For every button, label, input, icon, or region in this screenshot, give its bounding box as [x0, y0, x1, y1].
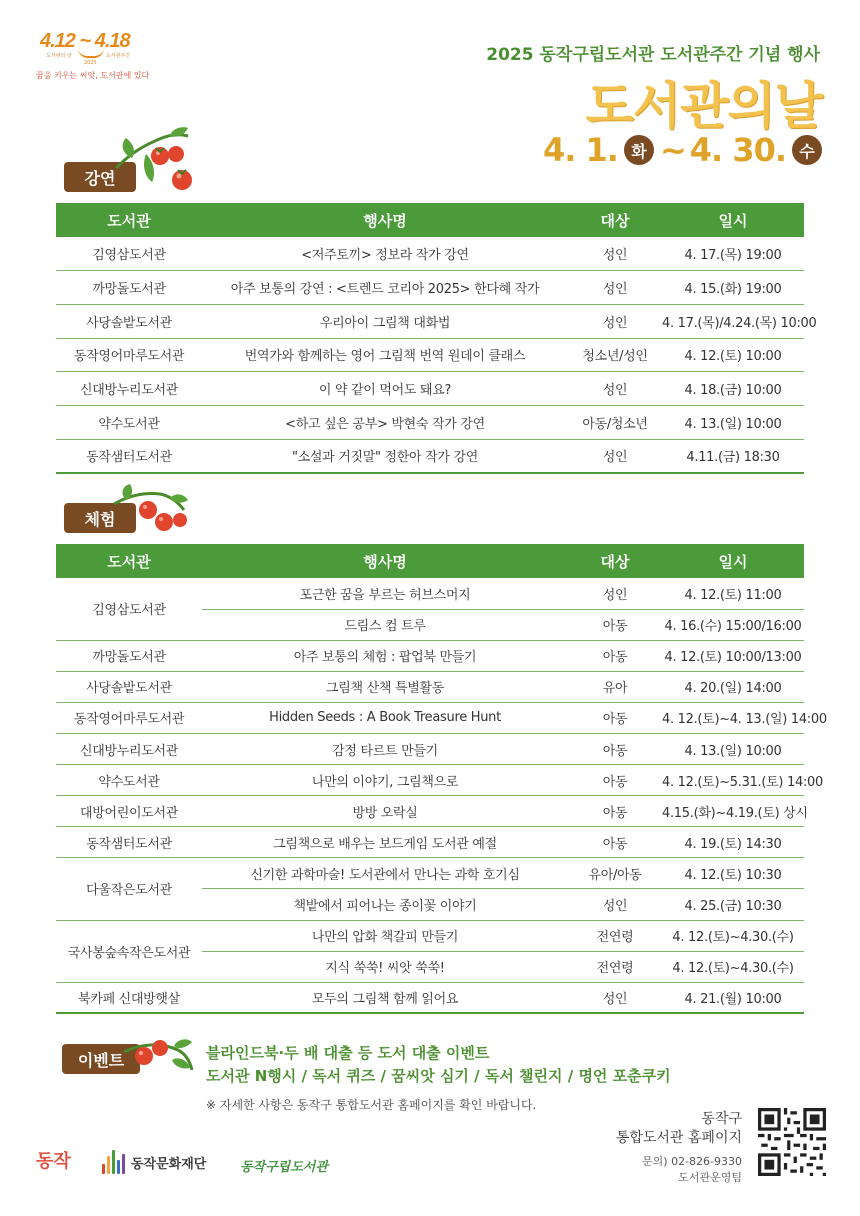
cell-event: <하고 싶은 공부> 박현숙 작가 강연 [202, 405, 568, 439]
cell-event: 책밭에서 피어나는 종이꽃 이야기 [202, 889, 568, 920]
cell-target: 전연령 [568, 920, 662, 951]
logo-year: 2025 [84, 60, 97, 66]
cell-target: 아동 [568, 640, 662, 671]
foundation-bars-icon [102, 1150, 125, 1174]
cell-date: 4. 13.(일) 10:00 [662, 405, 804, 439]
dongjak-logo: 동작 [36, 1151, 71, 1172]
cell-library: 국사봉숲속작은도서관 [56, 920, 202, 982]
cell-event: 그림책으로 배우는 보드게임 도서관 예절 [202, 827, 568, 858]
column-header-date: 일시 [662, 544, 804, 578]
experience-table [56, 544, 827, 1014]
contact-phone: 문의) 02-826-9330 [642, 1155, 742, 1168]
cell-date: 4. 16.(수) 15:00/16:00 [662, 609, 804, 640]
cell-target: 청소년/성인 [568, 338, 662, 372]
table-header-row [56, 544, 804, 578]
table-row [56, 271, 804, 305]
column-header-event: 행사명 [202, 203, 568, 237]
cell-library: 대방어린이도서관 [56, 796, 202, 827]
section-tag-experience: 체험 [64, 503, 136, 533]
cell-target: 성인 [568, 889, 662, 920]
tomato-vine-icon [112, 124, 196, 196]
logo-dates: 4.12 ~ 4.18 [40, 30, 130, 52]
cell-date: 4. 25.(금) 10:30 [662, 889, 804, 920]
cell-target: 아동/청소년 [568, 405, 662, 439]
cell-event: 지식 쑥쑥! 씨앗 쑥쑥! [202, 951, 568, 982]
period-start: 4. 1. [542, 131, 618, 169]
logo-sub-left: 도서관의 날 [46, 53, 72, 59]
cell-target: 아동 [568, 765, 662, 796]
cell-event: 우리아이 그림책 대화법 [202, 304, 568, 338]
table-row [56, 920, 804, 951]
cell-event: 포근한 꿈을 부르는 허브스머지 [202, 578, 568, 609]
cell-library: 동작샘터도서관 [56, 827, 202, 858]
logo-tagline: 꿈을 키우는 씨앗, 도서관에 있다 [36, 71, 150, 80]
cell-library: 동작샘터도서관 [56, 439, 202, 473]
cell-target: 성인 [568, 439, 662, 473]
section-tag-lecture: 강연 [64, 162, 136, 192]
tomato-vine-icon [110, 482, 190, 538]
cell-event: 드림스 컴 트루 [202, 609, 568, 640]
cell-date: 4. 12.(토) 10:00 [662, 338, 804, 372]
cell-target: 성인 [568, 271, 662, 305]
event-line-1: 블라인드북·두 배 대출 등 도서 대출 이벤트 [206, 1044, 490, 1062]
table-row [56, 702, 804, 733]
cell-event: 모두의 그림책 함께 읽어요 [202, 982, 568, 1013]
cell-target: 아동 [568, 702, 662, 733]
table-row [56, 338, 804, 372]
foundation-logo [102, 1150, 206, 1174]
page-subtitle: 2025 동작구립도서관 도서관주간 기념 행사 [486, 45, 820, 65]
cell-library: 김영삼도서관 [56, 578, 202, 640]
cell-target: 성인 [568, 578, 662, 609]
contact-title-a: 동작구 [701, 1111, 742, 1127]
cell-target: 아동 [568, 827, 662, 858]
cell-event: <저주토끼> 정보라 작가 강연 [202, 237, 568, 271]
cell-event: 나만의 압화 책갈피 만들기 [202, 920, 568, 951]
cell-event: 신기한 과학마술! 도서관에서 만나는 과학 호기심 [202, 858, 568, 889]
cell-event: 아주 보통의 체험 : 팝업북 만들기 [202, 640, 568, 671]
cell-date: 4. 19.(토) 14:30 [662, 827, 804, 858]
qr-code-icon[interactable] [758, 1108, 826, 1176]
section-tag-event: 이벤트 [62, 1044, 140, 1074]
table-row [56, 733, 804, 764]
table-row [56, 578, 804, 609]
table-row [56, 405, 804, 439]
cell-date: 4. 17.(목)/4.24.(목) 10:00 [662, 304, 804, 338]
table-row [56, 237, 804, 271]
table-row [56, 372, 804, 406]
cell-target: 성인 [568, 372, 662, 406]
cell-event: 방방 오락실 [202, 796, 568, 827]
column-header-library: 도서관 [56, 203, 202, 237]
table-row [56, 304, 804, 338]
cell-date: 4. 12.(토)~4.30.(수) [662, 951, 804, 982]
cell-date: 4. 12.(토)~4. 13.(일) 14:00 [662, 702, 804, 733]
event-line-2: 도서관 N행시 / 독서 퀴즈 / 꿈씨앗 심기 / 독서 챌린지 / 명언 포춘쿠키 [206, 1067, 671, 1085]
contact-info [616, 1110, 742, 1186]
event-description [206, 1042, 671, 1088]
cell-library: 북카페 신대방햇살 [56, 982, 202, 1013]
event-period [543, 130, 824, 170]
cell-date: 4. 12.(토) 11:00 [662, 578, 804, 609]
column-header-library: 도서관 [56, 544, 202, 578]
cell-date: 4. 20.(일) 14:00 [662, 671, 804, 702]
cell-library: 다울작은도서관 [56, 858, 202, 920]
cell-date: 4.15.(화)~4.19.(토) 상시 [662, 796, 804, 827]
table-row [56, 439, 804, 473]
cell-event: 감정 타르트 만들기 [202, 733, 568, 764]
cell-library: 김영삼도서관 [56, 237, 202, 271]
table-row [56, 827, 804, 858]
cell-target: 아동 [568, 733, 662, 764]
foundation-name: 동작문화재단 [131, 1156, 207, 1172]
cell-event: 이 약 같이 먹어도 돼요? [202, 372, 568, 406]
period-separator: ~ [659, 131, 686, 169]
cell-event: Hidden Seeds : A Book Treasure Hunt [202, 702, 568, 733]
cell-date: 4. 12.(토)~5.31.(토) 14:00 [662, 765, 804, 796]
column-header-target: 대상 [568, 544, 662, 578]
cell-library: 까망돌도서관 [56, 271, 202, 305]
cell-target: 성인 [568, 982, 662, 1013]
column-header-date: 일시 [662, 203, 804, 237]
cell-event: 아주 보통의 강연 : <트렌드 코리아 2025> 한다혜 작가 [202, 271, 568, 305]
lecture-table [56, 203, 817, 474]
contact-title-b: 통합도서관 홈페이지 [615, 1130, 742, 1146]
cell-library: 약수도서관 [56, 765, 202, 796]
table-row [56, 765, 804, 796]
book-icon [78, 48, 104, 58]
cell-event: 나만의 이야기, 그림책으로 [202, 765, 568, 796]
library-logo: 동작구립도서관 [240, 1160, 328, 1175]
cell-target: 전연령 [568, 951, 662, 982]
cell-library: 신대방누리도서관 [56, 733, 202, 764]
cell-date: 4. 18.(금) 10:00 [662, 372, 804, 406]
page-title: 도서관의날 [585, 77, 822, 135]
cell-event: 번역가와 함께하는 영어 그림책 번역 원데이 클래스 [202, 338, 568, 372]
cell-event: 그림책 산책 특별활동 [202, 671, 568, 702]
cell-target: 아동 [568, 796, 662, 827]
cell-date: 4.11.(금) 18:30 [662, 439, 804, 473]
period-end-day: 수 [792, 135, 822, 165]
cell-date: 4. 12.(토) 10:00/13:00 [662, 640, 804, 671]
cell-date: 4. 13.(일) 10:00 [662, 733, 804, 764]
table-row [56, 858, 804, 889]
event-note: ※ 자세한 사항은 동작구 통합도서관 홈페이지를 확인 바랍니다. [206, 1098, 537, 1112]
cell-date: 4. 15.(화) 19:00 [662, 271, 804, 305]
contact-team: 도서관운영팀 [678, 1171, 742, 1184]
cell-target: 유아 [568, 671, 662, 702]
festival-logo [36, 30, 148, 86]
table-header-row [56, 203, 804, 237]
cell-library: 사당솔밭도서관 [56, 304, 202, 338]
tomato-vine-icon [120, 1034, 196, 1080]
cell-date: 4. 17.(목) 19:00 [662, 237, 804, 271]
cell-target: 성인 [568, 304, 662, 338]
cell-target: 유아/아동 [568, 858, 662, 889]
cell-date: 4. 12.(토)~4.30.(수) [662, 920, 804, 951]
cell-date: 4. 21.(월) 10:00 [662, 982, 804, 1013]
cell-library: 사당솔밭도서관 [56, 671, 202, 702]
cell-library: 동작영어마루도서관 [56, 338, 202, 372]
column-header-event: 행사명 [202, 544, 568, 578]
cell-date: 4. 12.(토) 10:30 [662, 858, 804, 889]
logo-sub-right: 도서관주간 [106, 53, 131, 59]
cell-target: 성인 [568, 237, 662, 271]
table-row [56, 640, 804, 671]
cell-library: 약수도서관 [56, 405, 202, 439]
period-start-day: 화 [624, 135, 654, 165]
table-row [56, 796, 804, 827]
column-header-target: 대상 [568, 203, 662, 237]
table-row [56, 671, 804, 702]
cell-library: 신대방누리도서관 [56, 372, 202, 406]
table-row [56, 982, 804, 1013]
cell-library: 동작영어마루도서관 [56, 702, 202, 733]
cell-library: 까망돌도서관 [56, 640, 202, 671]
cell-event: "소설과 거짓말" 정한아 작가 강연 [202, 439, 568, 473]
period-end: 4. 30. [689, 131, 786, 169]
cell-target: 아동 [568, 609, 662, 640]
